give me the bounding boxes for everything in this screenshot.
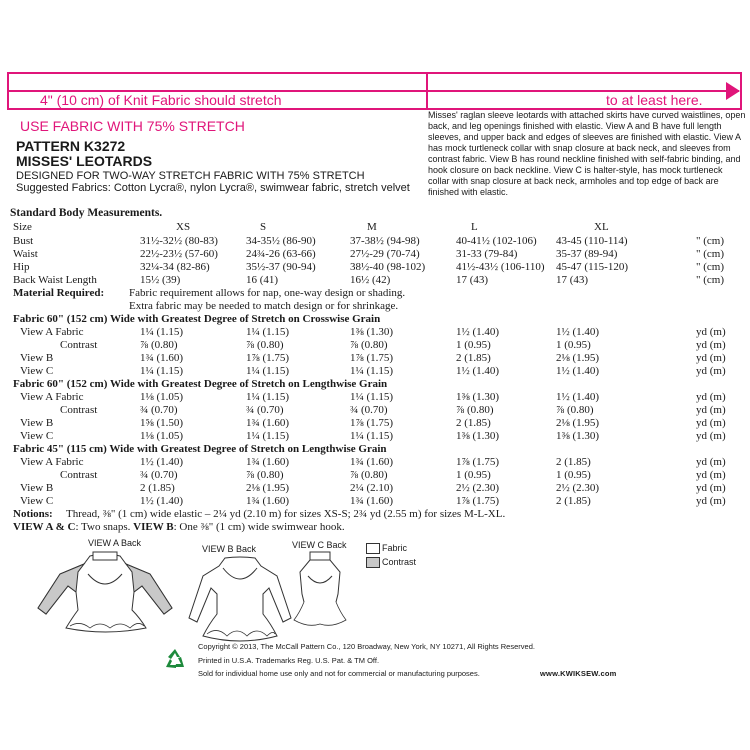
measurement-s: 34-35½ (86-90): [246, 235, 316, 247]
yardage-label: View A Fabric: [20, 391, 84, 403]
view-b-back-label: VIEW B Back: [202, 544, 257, 554]
yardage-m: ¾ (0.70): [350, 404, 388, 416]
yardage-xl: ⅞ (0.80): [556, 404, 594, 416]
measurement-xs: 32¼-34 (82-86): [140, 261, 210, 273]
yardage-label: View C: [20, 495, 54, 507]
pattern-name: MISSES' LEOTARDS: [16, 153, 153, 169]
yardage-l: 1 (0.95): [456, 469, 491, 481]
yardage-xs: ¾ (0.70): [140, 469, 178, 481]
yardage-l: 1⅜ (1.30): [456, 430, 500, 442]
yardage-m: 1¼ (1.15): [350, 391, 394, 403]
yardage-s: 1¼ (1.15): [246, 430, 290, 442]
size-header-xs: XS: [176, 221, 191, 233]
yardage-unit: yd (m): [696, 404, 726, 416]
measurement-m: 16½ (42): [350, 274, 391, 286]
material-required-row: [0, 300, 750, 313]
material-required-line1: Fabric requirement allows for nap, one-way design or shading.: [129, 287, 406, 299]
yardage-row: [0, 469, 750, 482]
size-header-l: L: [471, 221, 478, 233]
yardage-s: ⅞ (0.80): [246, 339, 284, 351]
measurement-unit: " (cm): [696, 274, 725, 286]
size-header-label: Size: [13, 221, 32, 233]
yardage-row: [0, 326, 750, 339]
notions-row: [0, 508, 750, 521]
yardage-unit: yd (m): [696, 469, 726, 481]
yardage-label: View B: [20, 352, 54, 364]
notions-label: Notions:: [13, 508, 53, 520]
measurement-label: Bust: [13, 235, 34, 247]
material-required-label: Material Required:: [13, 287, 105, 299]
yardage-unit: yd (m): [696, 430, 726, 442]
yardage-unit: yd (m): [696, 391, 726, 403]
yardage-xl: 1½ (1.40): [556, 326, 600, 338]
yardage-xl: 2 (1.85): [556, 495, 591, 507]
yardage-l: ⅞ (0.80): [456, 404, 494, 416]
yardage-row: [0, 391, 750, 404]
yardage-xl: 1⅜ (1.30): [556, 430, 600, 442]
yardage-xs: ¾ (0.70): [140, 404, 178, 416]
stretch-guide-right-text: to at least here.: [606, 92, 703, 108]
measurements-title: Standard Body Measurements.: [10, 207, 163, 219]
view-a-back-drawing: [30, 548, 180, 636]
measurement-m: 38½-40 (98-102): [350, 261, 426, 273]
measurement-xs: 22½-23½ (57-60): [140, 248, 218, 260]
measurement-l: 17 (43): [456, 274, 489, 286]
view-b-text: : One ⅜" (1 cm) wide swimwear hook.: [173, 521, 345, 533]
yardage-m: 2¼ (2.10): [350, 482, 394, 494]
yardage-label: View A Fabric: [20, 326, 84, 338]
yardage-unit: yd (m): [696, 339, 726, 351]
measurement-m: 27½-29 (70-74): [350, 248, 420, 260]
measurement-xl: 45-47 (115-120): [556, 261, 628, 273]
yardage-xl: 2½ (2.30): [556, 482, 600, 494]
yardage-row: [0, 456, 750, 469]
yardage-unit: yd (m): [696, 456, 726, 468]
measurement-unit: " (cm): [696, 235, 725, 247]
yardage-s: 2⅛ (1.95): [246, 482, 290, 494]
view-ac-label: VIEW A & C: [13, 521, 76, 533]
yardage-s: ⅞ (0.80): [246, 469, 284, 481]
measurement-s: 35½-37 (90-94): [246, 261, 316, 273]
stretch-guide-left-text: 4" (10 cm) of Knit Fabric should stretch: [40, 92, 282, 108]
yardage-m: 1⅞ (1.75): [350, 352, 394, 364]
yardage-l: 1½ (1.40): [456, 326, 500, 338]
yardage-unit: yd (m): [696, 417, 726, 429]
yardage-m: 1¼ (1.15): [350, 365, 394, 377]
measurement-l: 40-41½ (102-106): [456, 235, 537, 247]
yardage-row: [0, 482, 750, 495]
yardage-l: 2½ (2.30): [456, 482, 500, 494]
yardage-xs: 1¾ (1.60): [140, 352, 184, 364]
yardage-section-title: [0, 443, 750, 456]
measurement-xs: 15½ (39): [140, 274, 181, 286]
yardage-s: 1¼ (1.15): [246, 365, 290, 377]
yardage-xs: 1½ (1.40): [140, 495, 184, 507]
usage-text: Sold for individual home use only and not for commercial or manufacturing purposes.: [198, 669, 480, 678]
contrast-legend-label: Contrast: [382, 557, 417, 567]
yardage-l: 1⅞ (1.75): [456, 456, 500, 468]
measurement-xl: 17 (43): [556, 274, 589, 286]
yardage-row: [0, 404, 750, 417]
suggested-fabrics-text: Suggested Fabrics: Cotton Lycra®, nylon Lycra®, swimwear fabric, stretch velvet: [16, 182, 410, 194]
yardage-label: View A Fabric: [20, 456, 84, 468]
fabric-stretch-notice: USE FABRIC WITH 75% STRETCH: [20, 118, 245, 134]
copyright-text: Copyright © 2013, The McCall Pattern Co., 120 Broadway, New York, NY 10271, All Rights Reserved.: [198, 642, 535, 651]
yardage-xl: 1 (0.95): [556, 339, 591, 351]
yardage-xs: 1⅛ (1.05): [140, 391, 184, 403]
yardage-xl: 1 (0.95): [556, 469, 591, 481]
measurement-s: 24¾-26 (63-66): [246, 248, 316, 260]
yardage-s: 1⅞ (1.75): [246, 352, 290, 364]
yardage-s: 1¼ (1.15): [246, 326, 290, 338]
yardage-section-title: [0, 378, 750, 391]
yardage-row: [0, 495, 750, 508]
section-title-text: Fabric 60" (152 cm) Wide with Greatest Degree of Stretch on Crosswise Grain: [13, 313, 381, 325]
yardage-m: 1⅜ (1.30): [350, 326, 394, 338]
yardage-s: 1¼ (1.15): [246, 391, 290, 403]
size-header-m: M: [367, 221, 377, 233]
measurement-unit: " (cm): [696, 261, 725, 273]
yardage-xs: 1⅝ (1.50): [140, 417, 184, 429]
yardage-label: Contrast: [60, 469, 98, 481]
yardage-s: 1¾ (1.60): [246, 495, 290, 507]
material-required-row: [0, 287, 750, 300]
yardage-xl: 1½ (1.40): [556, 391, 600, 403]
yardage-row: [0, 339, 750, 352]
measurement-m: 37-38½ (94-98): [350, 235, 420, 247]
stretch-guide-divider: [426, 72, 428, 110]
yardage-xl: 2 (1.85): [556, 456, 591, 468]
section-title-text: Fabric 60" (152 cm) Wide with Greatest Degree of Stretch on Lengthwise Grain: [13, 378, 388, 390]
yardage-xs: 1½ (1.40): [140, 456, 184, 468]
view-c-back-label: VIEW C Back: [292, 540, 347, 550]
yardage-row: [0, 352, 750, 365]
yardage-unit: yd (m): [696, 365, 726, 377]
yardage-xs: 2 (1.85): [140, 482, 175, 494]
notions-views-row: [0, 521, 750, 534]
view-b-back-drawing: [185, 554, 295, 646]
measurement-label: Hip: [13, 261, 30, 273]
recycle-icon: [162, 647, 188, 671]
yardage-m: 1¾ (1.60): [350, 495, 394, 507]
yardage-m: 1¼ (1.15): [350, 430, 394, 442]
pattern-number: PATTERN K3272: [16, 138, 126, 154]
yardage-xl: 2⅛ (1.95): [556, 417, 600, 429]
fabric-legend-swatch: [366, 543, 380, 554]
yardage-l: 2 (1.85): [456, 417, 491, 429]
measurement-label: Waist: [13, 248, 38, 260]
yardage-label: View C: [20, 430, 54, 442]
measurement-row: [0, 235, 750, 248]
stretch-arrow-icon: [726, 82, 740, 100]
yardage-s: ¾ (0.70): [246, 404, 284, 416]
designed-for-text: DESIGNED FOR TWO-WAY STRETCH FABRIC WITH 75% STRETCH: [16, 170, 365, 182]
size-header-xl: XL: [594, 221, 609, 233]
view-b-label: VIEW B: [133, 521, 174, 533]
yardage-unit: yd (m): [696, 352, 726, 364]
size-header-row: [0, 221, 750, 234]
yardage-unit: yd (m): [696, 495, 726, 507]
notions-text: Thread, ⅜" (1 cm) wide elastic – 2¼ yd (2.10 m) for sizes XS-S; 2¾ yd (2.55 m) for sizes M-L-XL.: [66, 508, 506, 520]
contrast-legend-swatch: [366, 557, 380, 568]
measurement-xl: 43-45 (110-114): [556, 235, 628, 247]
pattern-description: Misses' raglan sleeve leotards with attached skirts have curved waistlines, open back, and leg openings finished with elastic. View A and B have full length sleeves, and upper back and edges of sleeves are finished with elastic. View A has mock turtleneck collar with snap closure at back neck, and sleeves from contrast fabric. View B has round neckline finished with self-fabric binding, and hook closure on back neckline. View C is halter-style, has mock turtleneck collar with snap closure at back neck, armholes and top edge of back are finished with elastic.: [428, 110, 746, 197]
measurement-row: [0, 248, 750, 261]
yardage-xs: 1¼ (1.15): [140, 365, 184, 377]
yardage-l: 1⅜ (1.30): [456, 391, 500, 403]
brand-website: www.KWIKSEW.com: [540, 669, 617, 678]
yardage-s: 1¾ (1.60): [246, 456, 290, 468]
yardage-row: [0, 365, 750, 378]
measurement-row: [0, 274, 750, 287]
material-required-line2: Extra fabric may be needed to match design or for shrinkage.: [129, 300, 399, 312]
view-a-back-label: VIEW A Back: [88, 538, 142, 548]
size-header-s: S: [260, 221, 267, 233]
yardage-xl: 2⅛ (1.95): [556, 352, 600, 364]
yardage-row: [0, 417, 750, 430]
yardage-xs: 1¼ (1.15): [140, 326, 184, 338]
section-title-text: Fabric 45" (115 cm) Wide with Greatest Degree of Stretch on Lengthwise Grain: [13, 443, 387, 455]
yardage-label: View B: [20, 417, 54, 429]
measurement-s: 16 (41): [246, 274, 279, 286]
view-ac-text: : Two snaps.: [75, 521, 134, 533]
yardage-m: ⅞ (0.80): [350, 469, 388, 481]
measurement-xs: 31½-32½ (80-83): [140, 235, 218, 247]
measurement-unit: " (cm): [696, 248, 725, 260]
yardage-unit: yd (m): [696, 482, 726, 494]
yardage-xl: 1½ (1.40): [556, 365, 600, 377]
yardage-section-title: [0, 313, 750, 326]
yardage-m: ⅞ (0.80): [350, 339, 388, 351]
yardage-label: Contrast: [60, 339, 98, 351]
yardage-l: 1 (0.95): [456, 339, 491, 351]
yardage-row: [0, 430, 750, 443]
yardage-m: 1¾ (1.60): [350, 456, 394, 468]
yardage-s: 1¾ (1.60): [246, 417, 290, 429]
yardage-label: View C: [20, 365, 54, 377]
yardage-label: Contrast: [60, 404, 98, 416]
yardage-xs: ⅞ (0.80): [140, 339, 178, 351]
yardage-unit: yd (m): [696, 326, 726, 338]
view-c-back-drawing: [280, 550, 360, 630]
measurement-l: 41½-43½ (106-110): [456, 261, 545, 273]
yardage-m: 1⅞ (1.75): [350, 417, 394, 429]
yardage-l: 1⅞ (1.75): [456, 495, 500, 507]
printed-text: Printed in U.S.A. Trademarks Reg. U.S. Pat. & TM Off.: [198, 656, 380, 665]
measurement-label: Back Waist Length: [13, 274, 97, 286]
yardage-xs: 1⅛ (1.05): [140, 430, 184, 442]
yardage-l: 2 (1.85): [456, 352, 491, 364]
measurement-l: 31-33 (79-84): [456, 248, 518, 260]
yardage-l: 1½ (1.40): [456, 365, 500, 377]
fabric-legend-label: Fabric: [382, 543, 408, 553]
measurement-xl: 35-37 (89-94): [556, 248, 618, 260]
measurement-row: [0, 261, 750, 274]
yardage-label: View B: [20, 482, 54, 494]
